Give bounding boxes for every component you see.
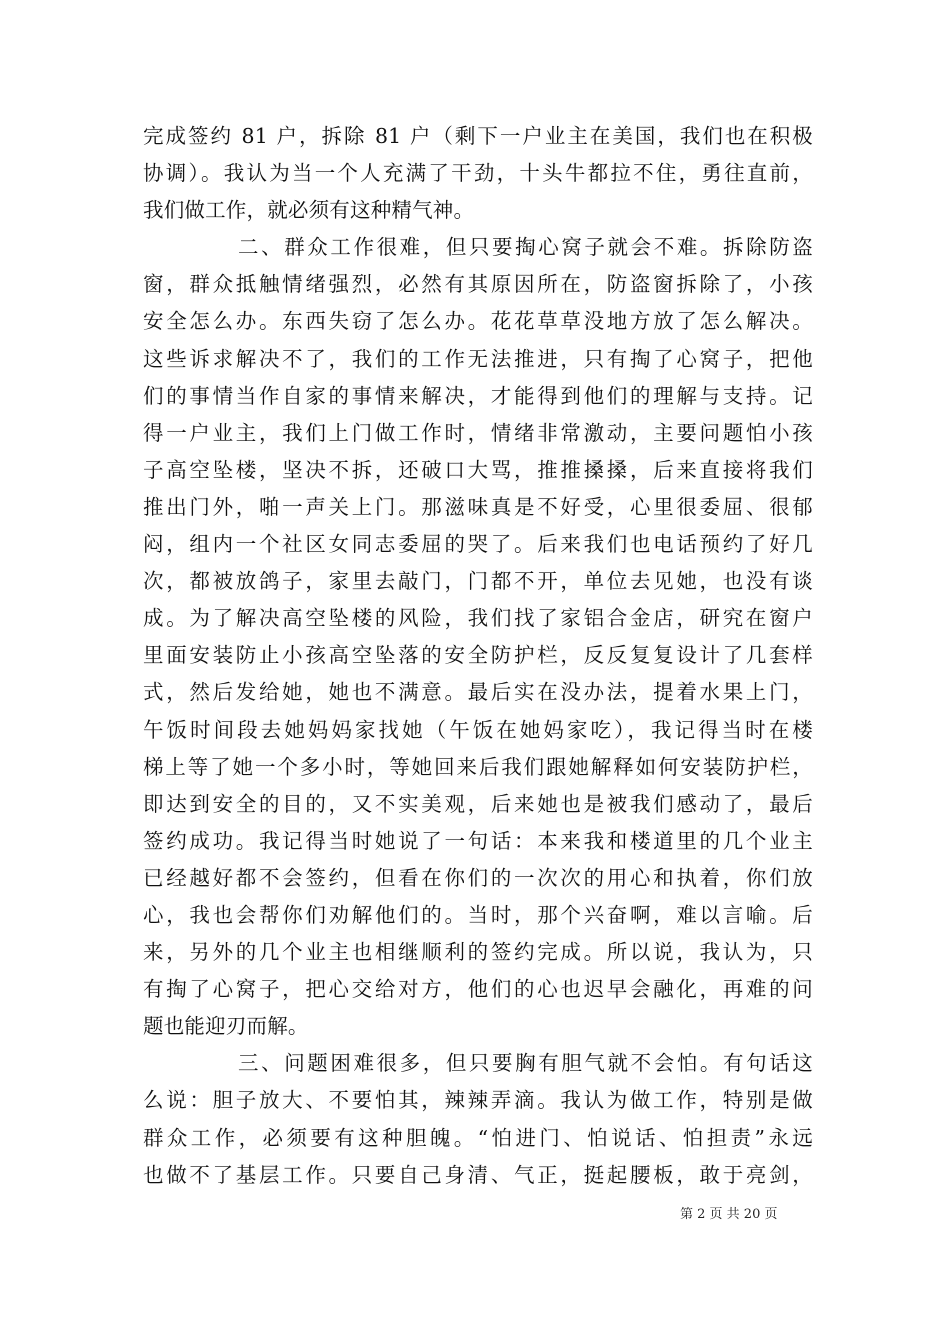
text-line: 次，都被放鸽子，家里去敲门，门都不开，单位去见她，也没有谈 bbox=[143, 569, 813, 594]
text-line: 推出门外，啪一声关上门。那滋味真是不好受，心里很委屈、很郁 bbox=[143, 494, 813, 519]
text-line: 签约成功。我记得当时她说了一句话：本来我和楼道里的几个业主 bbox=[143, 828, 813, 853]
text-line: 有掏了心窝子，把心交给对方，他们的心也迟早会融化，再难的问 bbox=[143, 977, 813, 1002]
text-line: 式，然后发给她，她也不满意。最后实在没办法，提着水果上门， bbox=[143, 680, 813, 705]
text-line: 我们做工作，就必须有这种精气神。 bbox=[143, 198, 475, 223]
text-line: 闷，组内一个社区女同志委屈的哭了。后来我们也电话预约了好几 bbox=[143, 532, 813, 557]
text-line: 安全怎么办。东西失窃了怎么办。花花草草没地方放了怎么解决。 bbox=[143, 309, 813, 334]
text-line: 子高空坠楼，坚决不拆，还破口大骂，推推搡搡，后来直接将我们 bbox=[143, 457, 813, 482]
text-line: 即达到安全的目的，又不实美观，后来她也是被我们感动了，最后 bbox=[143, 791, 813, 816]
text-line: 梯上等了她一个多小时，等她回来后我们跟她解释如何安装防护栏， bbox=[143, 754, 813, 779]
text-line: 们的事情当作自家的事情来解决，才能得到他们的理解与支持。记 bbox=[143, 383, 813, 408]
text-line: 心，我也会帮你们劝解他们的。当时，那个兴奋啊，难以言喻。后 bbox=[143, 902, 813, 927]
text-line: 么说：胆子放大、不要怕其，辣辣弄滴。我认为做工作，特别是做 bbox=[143, 1088, 813, 1113]
text-line: 也做不了基层工作。只要自己身清、气正，挺起腰板，敢于亮剑， bbox=[143, 1162, 813, 1187]
text-line: 得一户业主，我们上门做工作时，情绪非常激动，主要问题怕小孩 bbox=[143, 420, 813, 445]
text-line: 群众工作，必须要有这种胆魄。“怕进门、怕说话、怕担责”永远 bbox=[143, 1125, 813, 1150]
text-line: 已经越好都不会签约，但看在你们的一次次的用心和执着，你们放 bbox=[143, 865, 813, 890]
text-line: 题也能迎刃而解。 bbox=[143, 1014, 309, 1039]
text-line: 协调）。我认为当一个人充满了干劲，十头牛都拉不住，勇往直前， bbox=[143, 161, 813, 186]
text-line: 成。为了解决高空坠楼的风险，我们找了家铝合金店，研究在窗户 bbox=[143, 606, 813, 631]
text-line: 完成签约 81 户，拆除 81 户（剩下一户业主在美国，我们也在积极 bbox=[143, 124, 813, 148]
text-line: 窗，群众抵触情绪强烈，必然有其原因所在，防盗窗拆除了，小孩 bbox=[143, 272, 813, 297]
text-line: 来，另外的几个业主也相继顺利的签约完成。所以说，我认为，只 bbox=[143, 940, 813, 965]
text-line: 三、问题困难很多，但只要胸有胆气就不会怕。有句话这 bbox=[238, 1051, 813, 1076]
text-line: 里面安装防止小孩高空坠落的安全防护栏，反反复复设计了几套样 bbox=[143, 643, 813, 668]
text-line: 午饭时间段去她妈妈家找她（午饭在她妈家吃），我记得当时在楼 bbox=[143, 717, 813, 742]
page-number-footer: 第 2 页 共 20 页 bbox=[680, 1207, 778, 1222]
text-line: 这些诉求解决不了，我们的工作无法推进，只有掏了心窝子，把他 bbox=[143, 346, 813, 371]
document-body bbox=[143, 118, 813, 1194]
text-line: 二、群众工作很难，但只要掏心窝子就会不难。拆除防盗 bbox=[238, 235, 813, 260]
